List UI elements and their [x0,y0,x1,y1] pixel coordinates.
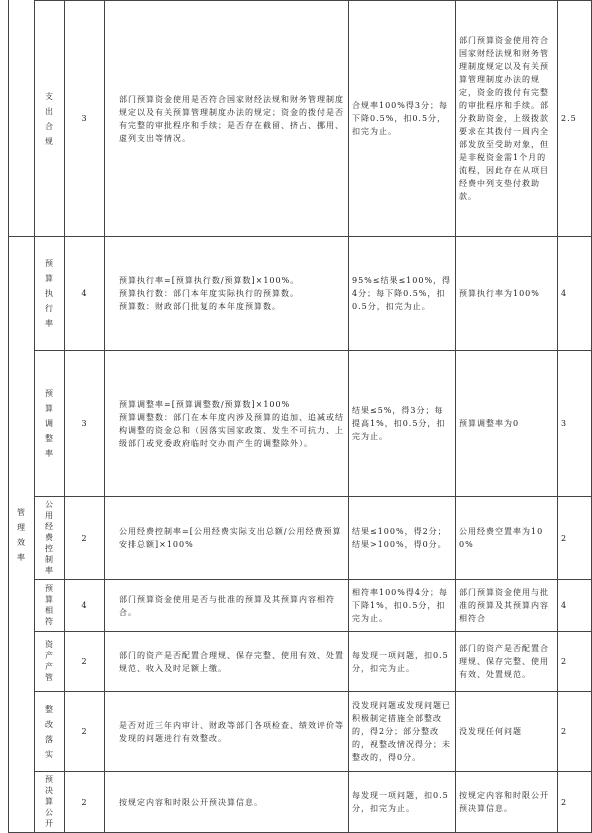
result-text: 部门预算资金使用符合国家财经法规和财务管理制度规定以及有关预算管理制度办法的规定，资金的拨付有完整的审批程序和手续。部分救助资金，上级拨款要求在其拨付一周内全部发放至受助对象，但是非税资金需1个月的流程，因此存在从项目经费中列支垫付救助款。 [459,36,549,201]
weight-cell: 2 [65,632,105,692]
section-cell [9,237,35,833]
result-cell [456,237,558,351]
result-cell [456,632,558,692]
standard-cell [105,351,349,497]
standard-text: 部门预算资金使用是否与批准的预算及其预算内容相符合。 [119,594,335,617]
score-cell: 2 [558,497,592,580]
result-text: 部门预算资金使用与批准的预算及其预算内容相符合 [459,588,549,623]
indicator-label: 预算调整率 [45,389,54,458]
table-row [9,1,592,237]
result-text: 公用经费空置率为100% [459,527,544,549]
standard-cell [105,632,349,692]
section-cell-empty [9,1,35,237]
standard-cell [105,1,349,237]
indicator-cell [35,632,65,692]
indicator-label: 整改落实 [45,704,54,759]
scoring-cell [349,772,456,833]
score-cell: 3 [558,351,592,497]
scoring-text: 每发现一项问题，扣0.5分，扣完为止。 [352,650,449,673]
indicator-cell [35,237,65,351]
indicator-cell [35,772,65,833]
indicator-label: 预算相符 [45,584,54,626]
scoring-cell [349,351,456,497]
score-cell: 2 [558,632,592,692]
score-cell: 2 [558,772,592,833]
table-row [9,497,592,580]
table-row [9,692,592,772]
indicator-label: 公用经费控制率 [45,500,54,575]
result-cell [456,580,558,632]
standard-cell [105,692,349,772]
table-row [9,632,592,692]
standard-text: 预算执行率=[预算执行数/预算数]×100%。 预算执行数：部门本年度实际执行的预算数。 预算数：财政部门批复的本年度预算数。 [119,276,300,311]
scoring-text: 没发现问题或发现问题已积极制定措施全部整改的，得2分；部分整改的，视整改情况得分；未整改的，得0分。 [352,701,451,762]
table-row [9,351,592,497]
scoring-cell [349,1,456,237]
scoring-text: 相符率100%得4分；每下降1%，扣0.5分，扣完为止。 [352,588,448,623]
standard-cell [105,497,349,580]
weight-cell: 2 [65,497,105,580]
result-text: 按规定内容和时限公开预决算信息。 [459,791,549,813]
score-cell: 4 [558,237,592,351]
scoring-text: 95%≤结果≤100%，得4分；每下降0.5%，扣0.5分，扣完为止。 [352,276,452,311]
scoring-cell [349,580,456,632]
result-text: 预算调整率为0 [459,419,520,428]
standard-text: 公用经费控制率=[公用经费实际支出总额/公用经费预算安排总额]×100% [119,527,342,549]
indicator-cell [35,1,65,237]
weight-cell: 4 [65,237,105,351]
scoring-cell [349,497,456,580]
indicator-label: 预算执行率 [45,259,54,328]
table-row [9,580,592,632]
result-cell [456,1,558,237]
result-cell [456,351,558,497]
standard-text: 部门预算资金使用是否符合国家财经法规和财务管理制度规定以及有关预算管理制度办法的规定；资金的拨付是否有完整的审批程序和手续；是否存在截留、挤占、挪用、虚列支出等情况。 [119,94,344,143]
score-cell: 2 [558,692,592,772]
result-cell [456,497,558,580]
weight-cell: 3 [65,1,105,237]
result-text: 部门的资产是否配置合理规、保存完整、使用有效、处置规范。 [459,644,549,679]
standard-cell [105,237,349,351]
indicator-cell [35,351,65,497]
indicator-cell [35,580,65,632]
scoring-text: 合规率100%得3分；每下降0.5%，扣0.5分，扣完为止。 [352,101,448,136]
table-row [9,237,592,351]
indicator-label: 支出合规 [45,91,54,146]
standard-text: 部门的资产是否配置合理规、保存完整、使用有效、处置规范、收入及时足额上缴。 [119,650,344,673]
indicator-label: 资产产管 [45,640,54,682]
indicator-label: 预决算公开 [45,775,54,828]
scoring-cell [349,632,456,692]
indicator-cell [35,692,65,772]
weight-cell: 3 [65,351,105,497]
standard-text: 按规定内容和时限公开预决算信息。 [119,797,263,807]
indicator-cell [35,497,65,580]
scoring-cell [349,692,456,772]
standard-text: 是否对近三年内审计、财政等部门各项检查、绩效评价等发现的问题进行有效整改。 [119,720,344,743]
scoring-cell [349,237,456,351]
weight-cell: 2 [65,772,105,833]
standard-text: 预算调整率=[预算调整数/预算数]×100% 预算调整数：部门在本年度内涉及预算的追加、追减或结构调整的资金总和（因落实国家政策、发生不可抗力、上级部门或党委政府临时交办而产生的调整除外）。 [119,399,344,448]
scoring-text: 结果≤5%，得3分；每提高1%，扣0.5分，扣完为止。 [352,406,446,441]
weight-cell: 2 [65,692,105,772]
weight-cell: 4 [65,580,105,632]
scoring-text: 结果≤100%，得2分；结果>100%，得0分。 [352,527,447,549]
result-cell [456,692,558,772]
performance-evaluation-table [8,0,592,833]
result-cell [456,772,558,833]
scoring-text: 每发现一项问题，扣0.5分，扣完为止。 [352,791,449,813]
standard-cell [105,772,349,833]
section-label: 管理效率 [17,507,26,562]
result-text: 预算执行率为100% [459,289,540,298]
score-cell: 2.5 [558,1,592,237]
score-cell: 4 [558,580,592,632]
table-row [9,772,592,833]
result-text: 没发现任何问题 [459,727,522,736]
standard-cell [105,580,349,632]
